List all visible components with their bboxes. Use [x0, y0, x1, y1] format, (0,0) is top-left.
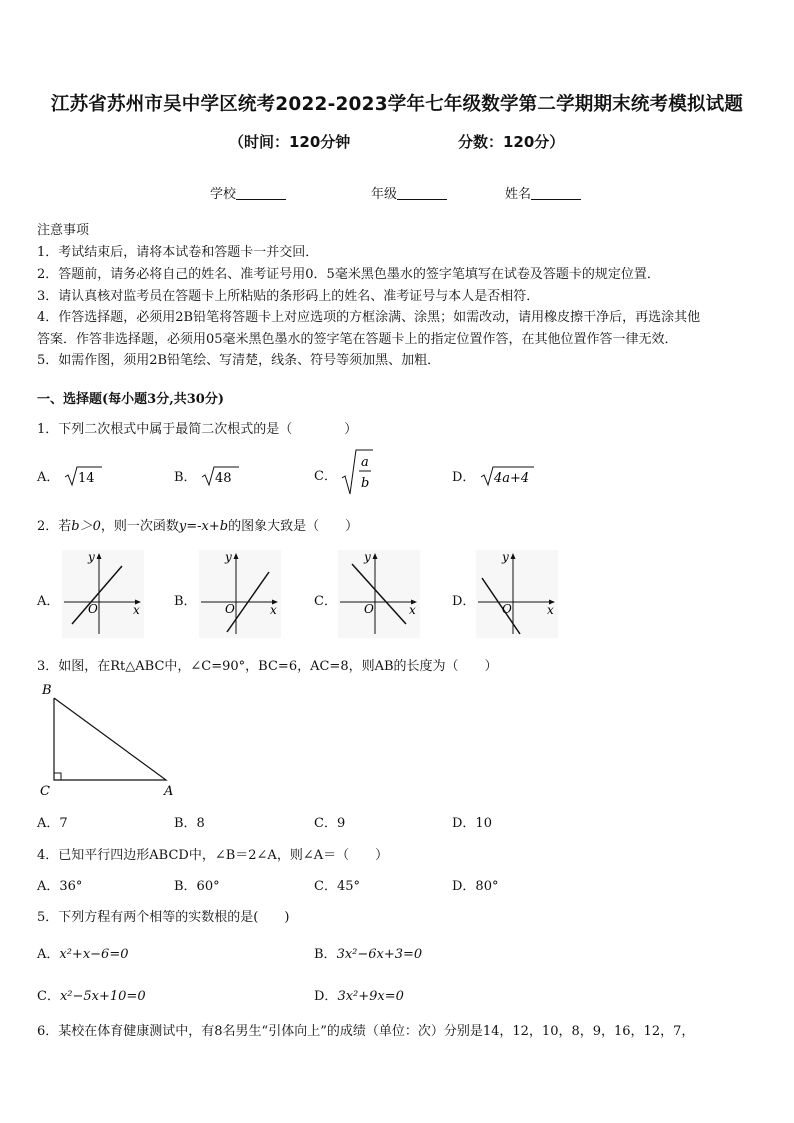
q4-option-d[interactable]: D．80°	[452, 879, 499, 894]
q1-option-d[interactable]: D． 4a+4	[452, 465, 536, 487]
svg-text:O: O	[364, 602, 374, 616]
q2-label-c: C．	[314, 594, 337, 609]
vertex-a: A	[164, 784, 174, 799]
q5-option-b[interactable]: B．3x²−6x+3=0	[314, 947, 423, 962]
question-3-stem: 3．如图，在Rt△ABC中，∠C=90°，BC=6，AC=8，则AB的长度为（ ）	[37, 659, 498, 674]
question-4-stem: 4．已知平行四边形ABCD中，∠B＝2∠A，则∠A＝（ ）	[37, 848, 389, 863]
svg-text:O: O	[225, 602, 235, 616]
school-field	[210, 183, 286, 202]
exam-title: 江苏省苏州市吴中学区统考2022-2023学年七年级数学第二学期期末统考模拟试题	[50, 94, 744, 115]
radical-icon	[64, 465, 104, 487]
radical-icon	[480, 465, 536, 487]
q3-option-a[interactable]: A．7	[37, 816, 68, 831]
grade-field	[371, 183, 447, 202]
q2-graph-b[interactable]	[199, 550, 281, 638]
school-blank[interactable]	[236, 187, 286, 200]
q2-label-d: D．	[452, 594, 476, 609]
q5-option-a[interactable]: A．x²+x−6=0	[37, 947, 129, 962]
equation: 3x²+9x=0	[337, 989, 404, 1004]
q1-option-b[interactable]: B． 48	[174, 465, 241, 487]
q2-graph-c[interactable]	[338, 550, 420, 638]
name-field	[505, 183, 581, 202]
vertex-b: B	[42, 683, 52, 698]
q3-option-b[interactable]: B．8	[174, 816, 205, 831]
note-item: 2．答题前，请务必将自己的姓名、准考证号用0．5毫米黑色墨水的签字笔填写在试卷及答题卡的规定位置．	[37, 267, 660, 282]
fraction-numerator: a	[361, 455, 369, 470]
grade-label: 年级	[371, 187, 398, 202]
name-label: 姓名	[505, 187, 532, 202]
vertex-c: C	[40, 784, 50, 799]
note-item: 5．如需作图，须用2B铅笔绘、写清楚，线条、符号等须加黑、加粗．	[37, 353, 441, 368]
q4-option-a[interactable]: A．36°	[37, 879, 83, 894]
q1-option-a[interactable]: A． 14	[37, 465, 104, 487]
q3-triangle-figure	[36, 680, 186, 800]
note-item: 1．考试结束后，请将本试卷和答题卡一并交回．	[37, 245, 319, 260]
notes-heading: 注意事项	[37, 223, 90, 238]
school-label: 学校	[210, 187, 237, 202]
equation: 3x²−6x+3=0	[336, 947, 423, 962]
radical-fraction-icon	[341, 448, 375, 496]
svg-text:y: y	[502, 550, 509, 564]
radicand: 48	[214, 471, 232, 486]
q4-option-b[interactable]: B．60°	[174, 879, 220, 894]
fraction-denominator: b	[361, 476, 370, 491]
svg-text:x: x	[270, 603, 277, 617]
svg-text:x: x	[409, 603, 416, 617]
radical-icon	[201, 465, 241, 487]
svg-text:x: x	[133, 603, 140, 617]
question-5-stem: 5．下列方程有两个相等的实数根的是( )	[37, 910, 290, 925]
score-label: 分数：120分）	[458, 133, 565, 151]
svg-text:y: y	[225, 550, 232, 564]
q2-graph-d[interactable]	[476, 550, 558, 638]
note-item: 答案．作答非选择题，必须用05毫米黑色墨水的签字笔在答题卡上的指定位置作答，在其他位置作答一律无效．	[37, 332, 678, 347]
q4-option-c[interactable]: C．45°	[314, 879, 360, 894]
question-6-stem: 6．某校在体育健康测试中，有8名男生“引体向上”的成绩（单位：次）分别是14，12，10，8，9，16，12，7，	[37, 1024, 695, 1039]
time-label: （时间：120分钟	[229, 133, 351, 151]
q5-option-d[interactable]: D．3x²+9x=0	[314, 989, 404, 1004]
equation: x²+x−6=0	[59, 947, 129, 962]
question-1-stem: 1．下列二次根式中属于最简二次根式的是（ ）	[37, 422, 358, 437]
section-heading: 一、选择题(每小题3分,共30分)	[37, 392, 224, 407]
question-2-stem: 2．若b＞0，则一次函数y=-x+b的图象大致是（ ）	[37, 519, 359, 534]
q2-label-a: A．	[37, 594, 60, 609]
svg-text:y: y	[88, 550, 95, 564]
q3-option-d[interactable]: D．10	[452, 816, 492, 831]
q1-option-c[interactable]: C． a b	[314, 448, 375, 496]
note-item: 4．作答选择题，必须用2B铅笔将答题卡上对应选项的方框涂满、涂黑；如需改动，请用橡皮擦干净后，再选涂其他	[37, 310, 701, 325]
radicand: 4a+4	[493, 471, 529, 486]
q2-label-b: B．	[174, 594, 197, 609]
q2-graph-a[interactable]	[62, 550, 144, 638]
note-item: 3．请认真核对监考员在答题卡上所粘贴的条形码上的姓名、准考证号与本人是否相符．	[37, 289, 540, 304]
svg-text:O: O	[502, 602, 512, 616]
grade-blank[interactable]	[397, 187, 447, 200]
q5-option-c[interactable]: C．x²−5x+10=0	[37, 989, 146, 1004]
name-blank[interactable]	[531, 187, 581, 200]
svg-text:x: x	[547, 603, 554, 617]
q3-option-c[interactable]: C．9	[314, 816, 346, 831]
svg-text:y: y	[364, 550, 371, 564]
svg-text:O: O	[88, 602, 98, 616]
equation: x²−5x+10=0	[59, 989, 146, 1004]
radicand: 14	[77, 471, 95, 486]
